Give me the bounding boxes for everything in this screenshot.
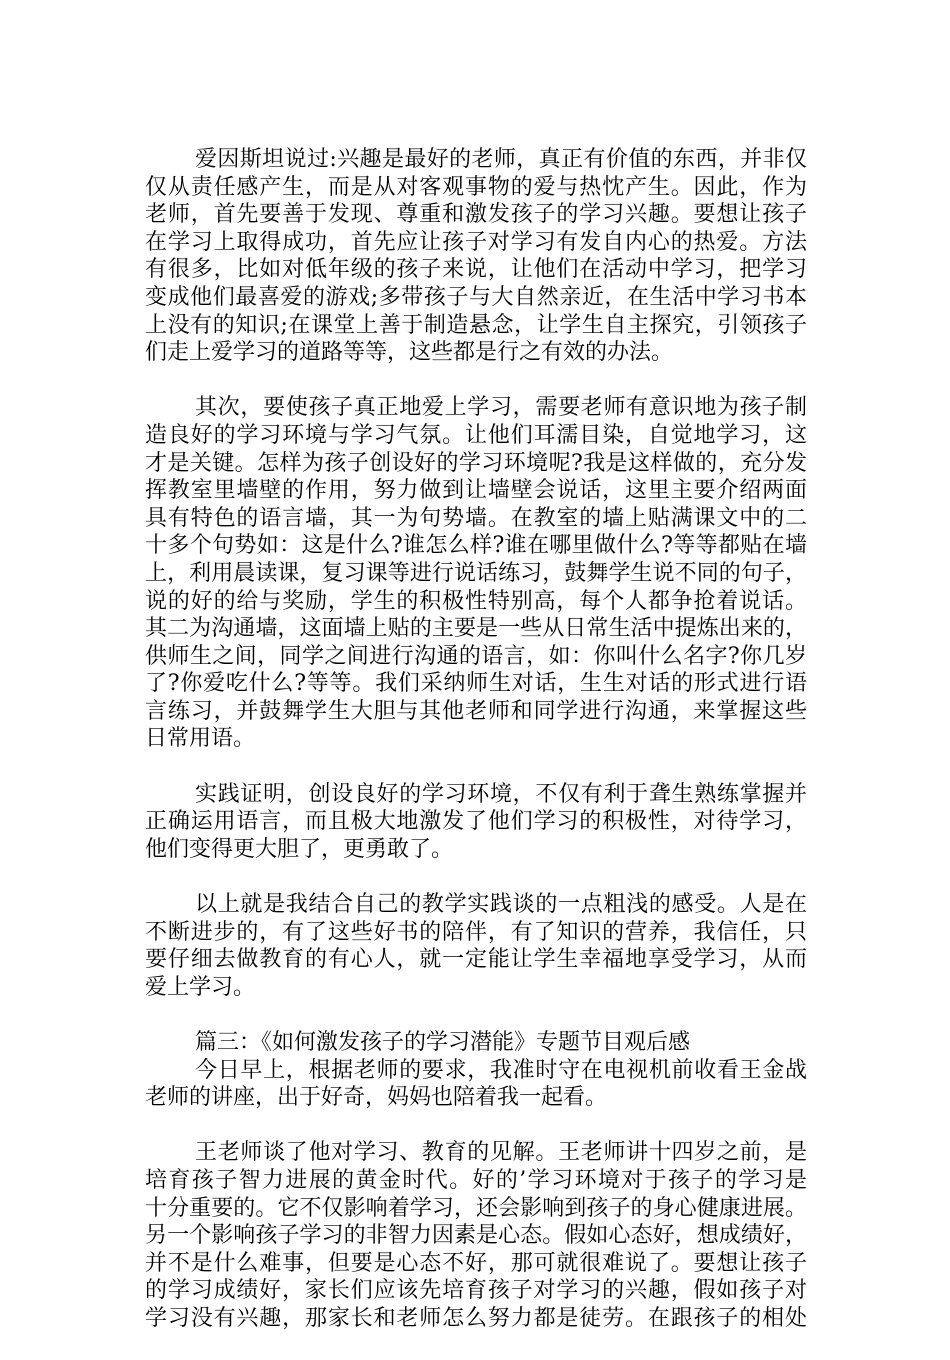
text-line: 他们变得更大胆了，更勇敢了。 — [145, 836, 454, 862]
text-line: 学习没有兴趣，那家长和老师怎么努力都是徒劳。在跟孩子的相处 — [145, 1305, 807, 1331]
document-body — [145, 146, 807, 1360]
text-line: 十多个句势如：这是什么?谁怎么样?谁在哪里做什么?等等都贴在墙 — [145, 533, 807, 559]
paragraph-1 — [145, 146, 807, 367]
text-line: 其次，要使孩子真正地爱上学习，需要老师有意识地为孩子制 — [195, 395, 807, 421]
text-line: 在学习上取得成功，首先应让孩子对学习有发自内心的热爱。方法 — [145, 229, 807, 255]
text-line: 并不是什么难事，但要是心态不好，那可就很难说了。要想让孩子 — [145, 1250, 807, 1276]
text-line: 以上就是我结合自己的教学实践谈的一点粗浅的感受。人是在 — [195, 892, 807, 918]
text-line: 供师生之间，同学之间进行沟通的语言，如：你叫什么名字?你几岁 — [145, 643, 807, 669]
text-line: 不断进步的，有了这些好书的陪伴，有了知识的营养，我信任，只 — [145, 919, 807, 945]
text-line: 挥教室里墙壁的作用，努力做到让墙壁会说话，这里主要介绍两面 — [145, 478, 807, 504]
text-line: 上没有的知识;在课堂上善于制造悬念，让学生自主探究，引领孩子 — [145, 312, 807, 338]
text-line: 王老师谈了他对学习、教育的见解。王老师讲十四岁之前，是 — [195, 1140, 807, 1166]
text-line: 十分重要的。它不仅影响着学习，还会影响到孩子的身心健康进展。 — [145, 1195, 807, 1221]
paragraph-2 — [145, 394, 807, 753]
paragraph-7 — [145, 1139, 807, 1332]
text-line: 爱上学习。 — [145, 974, 256, 1000]
text-line: 仅从责任感产生，而是从对客观事物的爱与热忱产生。因此，作为 — [145, 174, 807, 200]
text-line: 上，利用晨读课，复习课等进行说话练习，鼓舞学生说不同的句子， — [145, 560, 807, 586]
section-heading — [145, 1029, 807, 1057]
paragraph-3 — [145, 781, 807, 864]
text-line: 老师的讲座，出于好奇，妈妈也陪着我一起看。 — [145, 1085, 608, 1111]
paragraph-6 — [145, 1057, 807, 1112]
text-line: 今日早上，根据老师的要求，我准时守在电视机前收看王金战 — [195, 1057, 807, 1083]
text-line: 日常用语。 — [145, 726, 256, 752]
text-line: 培育孩子智力进展的黄金时代。好的’学习环境对于孩子的学习是 — [145, 1167, 807, 1193]
text-line: 才是关键。怎样为孩子创设好的学习环境呢?我是这样做的，充分发 — [145, 450, 807, 476]
text-line: 爱因斯坦说过:兴趣是最好的老师，真正有价值的东西，并非仅 — [195, 147, 807, 172]
text-line: 老师，首先要善于发现、尊重和激发孩子的学习兴趣。要想让孩子 — [145, 202, 807, 228]
text-line: 有很多，比如对低年级的孩子来说，让他们在活动中学习，把学习 — [145, 257, 807, 283]
text-line: 具有特色的语言墙，其一为句势墙。在教室的墙上贴满课文中的二 — [145, 505, 807, 531]
paragraph-4 — [145, 891, 807, 1001]
text-line: 说的好的给与奖励，学生的积极性特别高，每个人都争抢着说话。 — [145, 588, 807, 614]
text-line: 其二为沟通墙，这面墙上贴的主要是一些从日常生活中提炼出来的， — [145, 616, 807, 642]
text-line: 言练习，并鼓舞学生大胆与其他老师和同学进行沟通，来掌握这些 — [145, 698, 807, 724]
text-line: 实践证明，创设良好的学习环境，不仅有利于聋生熟练掌握并 — [195, 781, 807, 807]
text-line: 们走上爱学习的道路等等，这些都是行之有效的办法。 — [145, 340, 674, 366]
text-line: 造良好的学习环境与学习气氛。让他们耳濡目染，自觉地学习，这 — [145, 422, 807, 448]
text-line: 另一个影响孩子学习的非智力因素是心态。假如心态好，想成绩好， — [145, 1223, 807, 1249]
text-line: 的学习成绩好，家长们应该先培育孩子对学习的兴趣，假如孩子对 — [145, 1278, 807, 1304]
text-line: 了?你爱吃什么?等等。我们采纳师生对话，生生对话的形式进行语 — [145, 671, 807, 697]
section-title: 篇三：《如何激发孩子的学习潜能》专题节目观后感 — [195, 1030, 691, 1055]
text-line: 要仔细去做教育的有心人，就一定能让学生幸福地享受学习，从而 — [145, 947, 807, 973]
text-line: 正确运用语言，而且极大地激发了他们学习的积极性，对待学习， — [145, 809, 807, 835]
text-line: 变成他们最喜爱的游戏;多带孩子与大自然亲近，在生活中学习书本 — [145, 284, 807, 310]
